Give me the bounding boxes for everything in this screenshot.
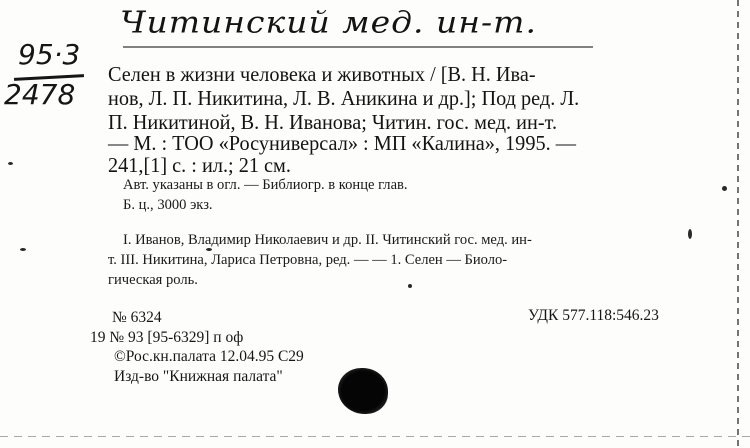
card-edge (737, 0, 739, 448)
handwritten-note: Читинский мед. ин-т. (120, 4, 537, 40)
scan-speck (408, 284, 412, 288)
entry-line-2: нов, Л. П. Никитина, Л. В. Аникина и др.]; Под ред. Л. (108, 86, 580, 110)
call-number-top: 95·3 (18, 38, 81, 71)
tracing-line-3: гическая роль. (108, 272, 198, 288)
scan-speck (8, 162, 13, 165)
catalog-code: 19 № 93 [95-6329] п оф (90, 329, 244, 346)
record-number: № 6324 (112, 309, 162, 326)
note-price: Б. ц., 3000 экз. (123, 197, 213, 213)
copyright-stamp: ©Рос.кн.палата 12.04.95 С29 (114, 348, 304, 365)
ink-blot (338, 368, 388, 414)
note-authors: Авт. указаны в огл. — Библиогр. в конце глав. (123, 177, 408, 193)
scan-speck (20, 248, 26, 251)
call-number-bottom: 2478 (4, 78, 76, 111)
tracing-line-2: т. III. Никитина, Лариса Петровна, ред. — — 1. Селен — Биоло- (108, 252, 508, 268)
scan-artifact-line (0, 436, 750, 437)
tracing-line-1: I. Иванов, Владимир Николаевич и др. II. Читинский гос. мед. ин- (123, 232, 532, 248)
entry-line-3: П. Никитиной, В. Н. Иванова; Читин. гос. мед. ин-т. (108, 110, 558, 134)
scan-speck (688, 229, 692, 239)
scan-speck (722, 186, 727, 191)
publisher-line: Изд-во "Книжная палата" (114, 368, 283, 385)
entry-line-5: 241,[1] с. : ил.; 21 см. (108, 153, 291, 177)
handwritten-underline (123, 46, 593, 48)
entry-line-1: Селен в жизни человека и животных / [В. Н. Ива- (108, 62, 536, 86)
scan-speck (206, 248, 212, 251)
entry-line-4: — М. : ТОО «Росуниверсал» : МП «Калина», 1995. — (108, 131, 576, 155)
udk-code: УДК 577.118:546.23 (528, 307, 659, 324)
